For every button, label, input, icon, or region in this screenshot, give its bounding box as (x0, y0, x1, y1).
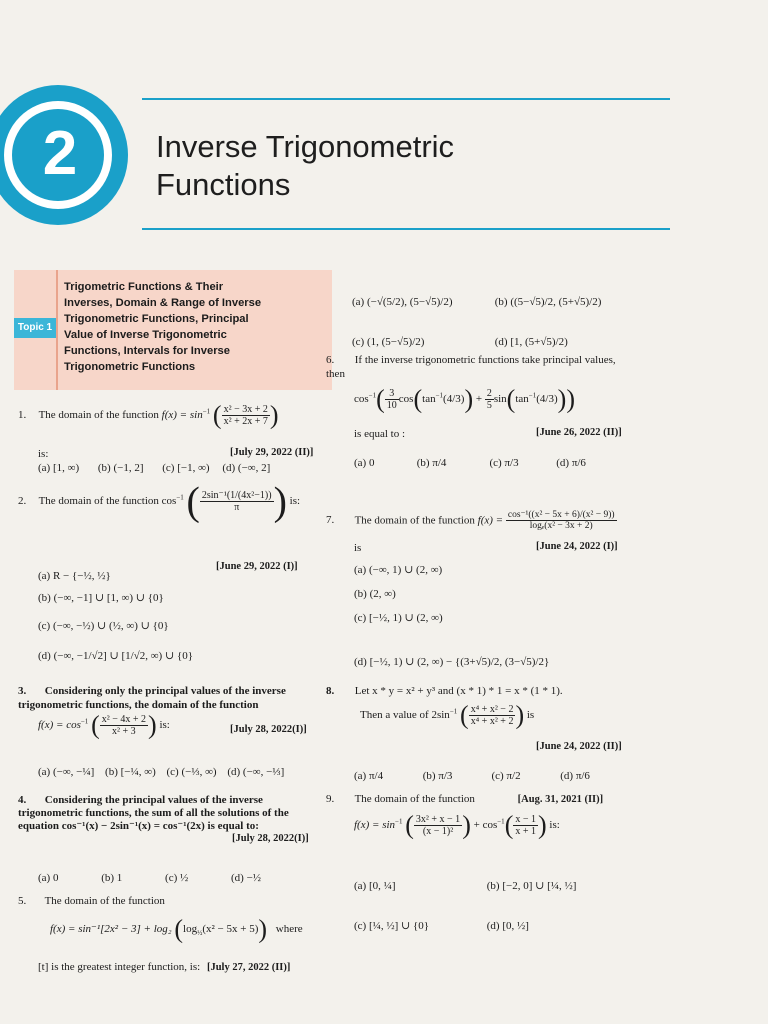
question-5 (18, 894, 338, 908)
question-7: 7. The domain of the function f(x) = $\frac{\text{cos⁻¹((x² − 5x + 6)/(x² − 9))}}{\text{logₑ(x² − 3x + 2)}}$ (326, 510, 615, 532)
q-num: 1. (18, 409, 27, 422)
q1-tail: is: (38, 448, 49, 460)
topic-line: Trigonometric Functions (64, 361, 196, 373)
q7-options (354, 558, 549, 674)
option: (c) [¼, ½] ∪ {0} (354, 920, 430, 932)
q4-options (38, 872, 261, 884)
q-num: 5. (18, 895, 27, 907)
option: (b) (−∞, −1] ∪ [1, ∞) ∪ {0} (38, 592, 164, 604)
topic-divider (56, 270, 58, 390)
q-text: Considering only the principal values of the inverse trigonometric functions, the domain of the function (18, 685, 286, 711)
topic-line: Inverses, Domain & Range of Inverse (64, 297, 262, 309)
q-fx: f(x) = sin (354, 819, 396, 832)
q-fx: f(x) = (477, 514, 504, 527)
q6-tail: is equal to : (354, 428, 406, 440)
option: (d) −½ (231, 872, 262, 884)
q-fx: f(x) = sin (161, 409, 203, 422)
chapter-title-line2: Functions (156, 167, 291, 202)
q-text: Let x * y = x² + y³ and (x * 1) * 1 = x * (1 * 1). (354, 685, 563, 697)
q-note: [t] is the greatest integer function, is: (38, 961, 201, 973)
q1-options (38, 462, 270, 474)
option: (b) (2, ∞) (354, 588, 396, 600)
option: (b) π/4 (416, 457, 447, 469)
option: (a) 0 (38, 872, 59, 884)
q-fx: f(x) = sin⁻¹[2x² − 3] + log₂ (50, 923, 172, 935)
q2-options (38, 561, 193, 671)
option: (d) π/6 (556, 457, 586, 469)
option: (b) π/3 (422, 770, 453, 782)
question-8 (326, 684, 656, 698)
topic-badge: Topic 1 (14, 318, 56, 338)
q-text: Considering the principal values of the inverse trigonometric functions, the sum of all the solutions of the equation cos⁻¹(x) − 2sin⁻¹(x) = cos⁻¹(2x) is equal to: (18, 794, 289, 832)
q-tail: is: (159, 719, 170, 732)
q6-options (354, 457, 586, 469)
q-num: 8. (326, 685, 335, 697)
option: (b) ((5−√5)/2, (5+√5)/2) (494, 296, 602, 308)
question-9 (326, 792, 666, 807)
q-num: 7. (326, 514, 335, 527)
q-tail: is (526, 709, 535, 722)
option: (b) 1 (101, 872, 123, 884)
chapter-number: 2 (42, 119, 78, 188)
option: (c) π/3 (489, 457, 519, 469)
topic-line: Trigometric Functions & Their (64, 281, 224, 293)
q-text: The domain of the function (354, 793, 475, 805)
q-num: 9. (326, 793, 335, 805)
q-num: 3. (18, 685, 27, 697)
q8-formula: Then a value of $2\sin^{-1}$ ( $\frac{\text{x⁴ + x² − 2}}{\text{x⁴ + x² + 2}}$ ) is (360, 700, 535, 730)
q-num: 6. (326, 354, 335, 366)
option: (a) (−∞, −¼] (38, 766, 95, 778)
option: (c) π/2 (491, 770, 521, 782)
q6-formula: $\cos^{-1}$( $\frac{3}{10}$ $\cos(\tan^{-1}(4/3))$ + $\frac{2}{5}$ $\sin(\tan^{-1}(4/3))$) (354, 384, 575, 414)
q9-options (354, 866, 576, 946)
q-tail: is: (289, 495, 301, 508)
header-line-top (142, 98, 670, 100)
q8-options (354, 770, 590, 782)
q7-tail: is (354, 542, 362, 554)
topic-line: Value of Inverse Trigonometric (64, 329, 227, 341)
option: (a) π/4 (354, 770, 384, 782)
q4-ref: [July 28, 2022(I)] (232, 833, 309, 844)
option: (c) [−1, ∞) (162, 462, 210, 474)
option: (d) (−∞, −⅓] (227, 766, 285, 778)
q-text: The domain of the function (354, 514, 475, 527)
q9-formula: $f(x) = \sin^{-1}$ ( $\frac{\text{3x² + x − 1}}{\text{(x − 1)²}}$ ) + $\cos^{-1}$( $\frac{x - 1}{x + 1}$ ) is: (354, 810, 560, 840)
q-tail: is: (549, 819, 560, 832)
topic-line: Functions, Intervals for Inverse (64, 345, 230, 357)
q-num: 4. (18, 794, 27, 806)
option: (d) (−∞, 2] (222, 462, 271, 474)
question-3 (18, 684, 338, 712)
option: (b) (−1, 2] (97, 462, 144, 474)
q5-note (38, 960, 290, 975)
q-fx: f(x) = cos (38, 719, 81, 732)
option: (b) [−¼, ∞) (105, 766, 156, 778)
option: (a) 0 (354, 457, 375, 469)
q5-formula: f(x) = sin⁻¹[2x² − 3] + log₂ $(\log_{\frac{1}{2}}(x^2 - 5x + 5))$ where (50, 914, 303, 944)
option: (d) [0, ½] (486, 920, 529, 932)
q-text: If the inverse trigonometric functions take principal values, then (326, 354, 616, 380)
option: (d) (−∞, −1/√2] ∪ [1/√2, ∞) ∪ {0} (38, 650, 193, 662)
q-text: The domain of the function cos (38, 495, 177, 508)
q9-ref: [Aug. 31, 2021 (II)] (517, 794, 604, 805)
option: (c) (−⅓, ∞) (166, 766, 217, 778)
q3-formula: $f(x) = \cos^{-1}$ ( $\frac{\text{x² − 4x + 2}}{\text{x² + 3}}$ ) is: (38, 710, 170, 740)
chapter-title-line1: Inverse Trigonometric (156, 129, 455, 164)
option: (c) ½ (165, 872, 189, 884)
question-2: 2. The domain of the function $\cos^{-1}$ ( $\frac{\text{2sin⁻¹(1/(4x²−1))}}{\pi}$ ) is: (18, 478, 301, 524)
option: (d) π/6 (560, 770, 590, 782)
q1-ref: [July 29, 2022 (II)] (230, 447, 314, 458)
q5-ref: [July 27, 2022 (II)] (206, 962, 291, 973)
q2-ref: [June 29, 2022 (I)] (216, 561, 298, 572)
option: (c) [−½, 1) ∪ (2, ∞) (354, 612, 443, 624)
topic-line: Trigonometric Functions, Principal (64, 313, 249, 325)
option: (b) [−2, 0] ∪ [¼, ½] (486, 880, 577, 892)
option: (d) [−½, 1) ∪ (2, ∞) − {(3+√5)/2, (3−√5)/2} (354, 656, 550, 668)
header-line-bottom (142, 228, 670, 230)
q-text2: Then a value of 2sin (360, 709, 450, 722)
q-text: The domain of the function (44, 895, 165, 907)
q7-ref: [June 24, 2022 (I)] (536, 541, 618, 552)
option: (c) (1, (5−√5)/2) (352, 336, 425, 348)
q5-options (352, 282, 672, 362)
question-4 (18, 794, 320, 833)
question-1: 1. The domain of the function $f(x) = \sin^{-1}$ ( $\frac{\text{x² − 3x + 2}}{\text{x² + 2x + 7}}$ ) (18, 400, 279, 430)
option: (c) (−∞, −½) ∪ (½, ∞) ∪ {0} (38, 620, 169, 632)
q3-options (38, 766, 284, 778)
q-text: The domain of the function (38, 409, 159, 422)
option: (a) (−√(5/2), (5−√5)/2) (352, 296, 453, 308)
q-tail: where (275, 923, 303, 935)
q8-ref: [June 24, 2022 (II)] (536, 741, 622, 752)
question-6 (326, 353, 636, 381)
option: (a) (−∞, 1) ∪ (2, ∞) (354, 564, 443, 576)
q3-ref: [July 28, 2022(I)] (230, 724, 307, 735)
topic-title (64, 279, 261, 375)
option: (d) [1, (5+√5)/2) (494, 336, 568, 348)
chapter-title (156, 128, 454, 204)
option: (a) [1, ∞) (38, 462, 80, 474)
q-num: 2. (18, 495, 27, 508)
option: (a) [0, ¼] (354, 880, 396, 892)
q6-ref: [June 26, 2022 (II)] (536, 427, 622, 438)
option: (a) R − {−½, ½} (38, 570, 111, 582)
